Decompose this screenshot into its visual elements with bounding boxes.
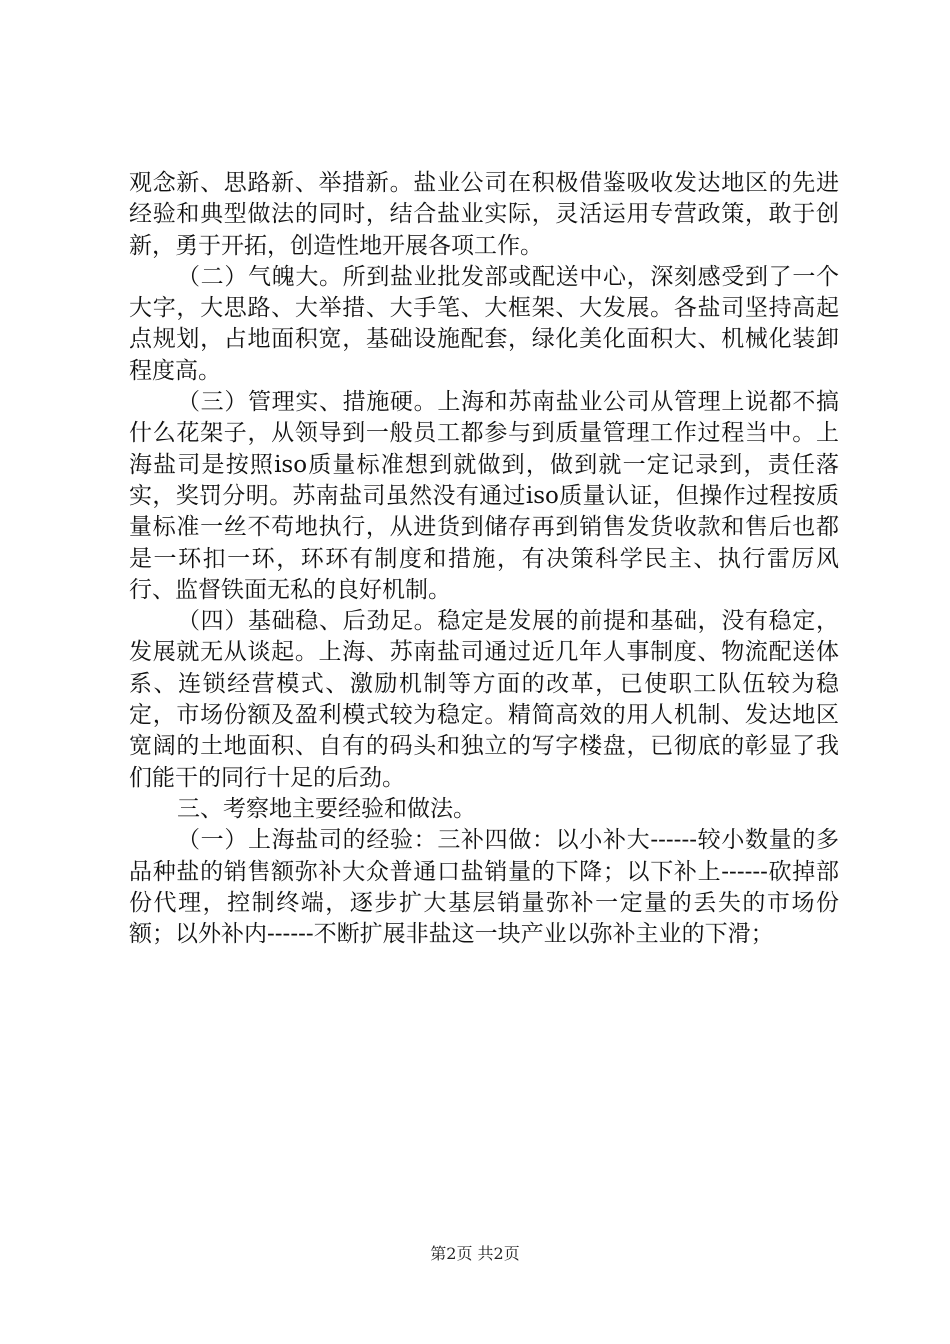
page-number-footer: 第2页 共2页: [430, 1244, 520, 1263]
heading-experience: 三、考察地主要经验和做法。: [177, 795, 476, 822]
paragraph-section-3: （三）管理实、措施硬。上海和苏南盐业公司从管理上说都不搞什么花架子，从领导到一般员工都参与到质量管理工作过程当中。上海盐司是按照iso质量标准想到就做到，做到就一定记录到，责任落实，奖罚分明。苏南盐司虽然没有通过iso质量认证，但操作过程按质量标准一丝不苟地执行，从进货到储存再到销售发货收款和售后也都是一环扣一环，环环有制度和措施，有决策科学民主、执行雷厉风行、监督铁面无私的良好机制。: [129, 389, 839, 603]
paragraph-section-4: （四）基础稳、后劲足。稳定是发展的前提和基础，没有稳定，发展就无从谈起。上海、苏南盐司通过近几年人事制度、物流配送体系、连锁经营模式、激励机制等方面的改革，已使职工队伍较为稳定，市场份额及盈利模式较为稳定。精简高效的用人机制、发达地区宽阔的土地面积、自有的码头和独立的写字楼盘，已彻底的彰显了我们能干的同行十足的后劲。: [129, 608, 839, 791]
paragraph-section-2: （二）气魄大。所到盐业批发部或配送中心，深刻感受到了一个大字，大思路、大举措、大手笔、大框架、大发展。各盐司坚持高起点规划，占地面积宽，基础设施配套，绿化美化面积大、机械化装卸程度高。: [129, 263, 839, 384]
paragraph-continuation: 观念新、思路新、举措新。盐业公司在积极借鉴吸收发达地区的先进经验和典型做法的同时，结合盐业实际，灵活运用专营政策，敢于创新，勇于开拓，创造性地开展各项工作。: [129, 170, 839, 259]
document-body: [129, 168, 839, 950]
paragraph-shanghai-experience: （一）上海盐司的经验：三补四做：以小补大------较小数量的多品种盐的销售额弥补大众普通口盐销量的下降；以下补上------砍掉部份代理，控制终端，逐步扩大基层销量弥补一定量的丢失的市场份额；以外补内------不断扩展非盐这一块产业以弥补主业的下滑；: [129, 827, 839, 948]
